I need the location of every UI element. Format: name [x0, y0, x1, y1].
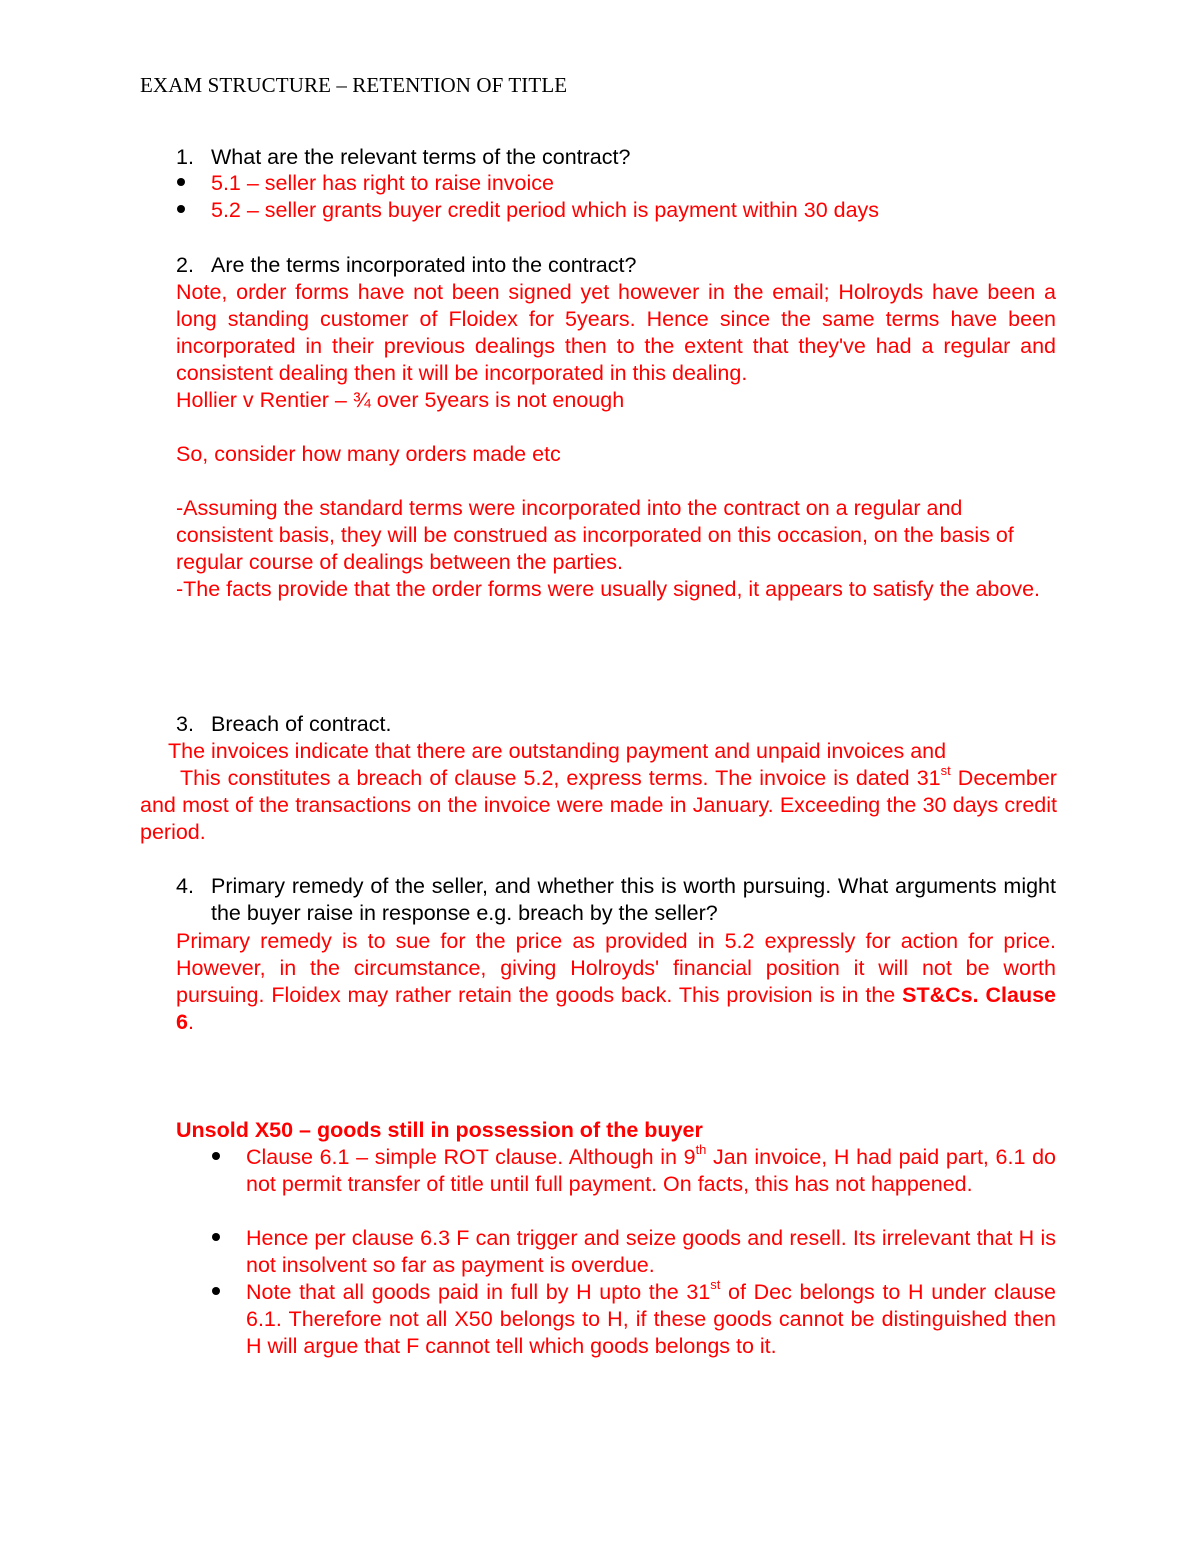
unsold-heading: Unsold X50 – goods still in possession of the buyer: [176, 1118, 703, 1142]
q2-question: Are the terms incorporated into the contract?: [211, 253, 637, 277]
q2-facts-paragraph: -The facts provide that the order forms were usually signed, it appears to satisfy the above.: [176, 577, 1041, 601]
q3-answer-part-a: This constitutes a breach of clause 5.2, express terms. The invoice is dated 31: [180, 766, 941, 790]
unsold-bullet-3-part-b: of Dec belongs to H under clause 6.1. Therefore not all X50 belongs to H, if these goods cannot be distinguished then H will argue that F cannot tell which goods belongs to it.: [246, 1280, 1056, 1358]
q1-number: 1.: [176, 145, 194, 169]
q3-number: 3.: [176, 712, 194, 736]
unsold-bullet-1-part-b: Jan invoice, H had paid part, 6.1 do not permit transfer of title until full payment. On facts, this has not happened.: [246, 1145, 1056, 1196]
q4-answer-text: Primary remedy is to sue for the price as provided in 5.2 expressly for action for price. However, in the circumstance, giving Holroyds' financial position it will not be worth pursuing. Floidex may rather retain the goods back. This provision is in the: [176, 929, 1056, 1007]
q4-answer-paragraph: [176, 928, 1056, 1036]
q3-question: Breach of contract.: [211, 712, 392, 736]
q3-answer-paragraph: [140, 762, 1057, 846]
unsold-bullet-2: Hence per clause 6.3 F can trigger and seize goods and resell. Its irrelevant that H is not insolvent so far as payment is overdue.: [246, 1226, 1056, 1277]
bullet-icon: [212, 1152, 220, 1160]
q2-consider-note: So, consider how many orders made etc: [176, 442, 561, 466]
bullet-icon: [177, 178, 185, 186]
q4-question: Primary remedy of the seller, and whether this is worth pursuing. What arguments might the buyer raise in response e.g. breach by the seller?: [211, 874, 1056, 925]
unsold-bullet-3-superscript: st: [710, 1276, 721, 1292]
q3-answer-superscript: st: [940, 762, 951, 778]
unsold-bullet-3: [246, 1276, 1056, 1360]
bullet-icon: [177, 205, 185, 213]
document-title: EXAM STRUCTURE – RETENTION OF TITLE: [140, 73, 568, 97]
q1-bullet-1: 5.1 – seller has right to raise invoice: [211, 171, 554, 195]
unsold-bullet-1: [246, 1141, 1056, 1198]
unsold-bullet-3-part-a: Note that all goods paid in full by H upto the 31: [246, 1280, 711, 1304]
q3-answer-line-1: The invoices indicate that there are outstanding payment and unpaid invoices and: [168, 739, 947, 763]
q2-assumption-paragraph: -Assuming the standard terms were incorporated into the contract on a regular and consistent basis, they will be construed as incorporated on this occasion, on the basis of regular course of dealings between the parties.: [176, 496, 1014, 574]
bullet-icon: [212, 1233, 220, 1241]
q1-question: What are the relevant terms of the contract?: [211, 145, 631, 169]
unsold-bullet-1-part-a: Clause 6.1 – simple ROT clause. Although in 9: [246, 1145, 696, 1169]
q2-case-reference: Hollier v Rentier – ¾ over 5years is not enough: [176, 388, 625, 412]
q4-answer-bold: ST&Cs. Clause 6: [176, 983, 1056, 1034]
q4-answer-end: .: [187, 1010, 194, 1034]
bullet-icon: [212, 1287, 220, 1295]
q4-number: 4.: [176, 874, 194, 898]
q2-note-paragraph: Note, order forms have not been signed yet however in the email; Holroyds have been a long standing customer of Floidex for 5years. Hence since the same terms have been incorporated in their previous dealings then to the extent that they've had a regular and consistent dealing then it will be incorporated in this dealing.: [176, 280, 1056, 385]
q2-number: 2.: [176, 253, 194, 277]
q1-bullet-2: 5.2 – seller grants buyer credit period which is payment within 30 days: [211, 198, 880, 222]
q3-answer-part-b: December and most of the transactions on the invoice were made in January. Exceeding the 30 days credit period.: [140, 766, 1057, 844]
unsold-bullet-1-superscript: th: [695, 1141, 707, 1157]
